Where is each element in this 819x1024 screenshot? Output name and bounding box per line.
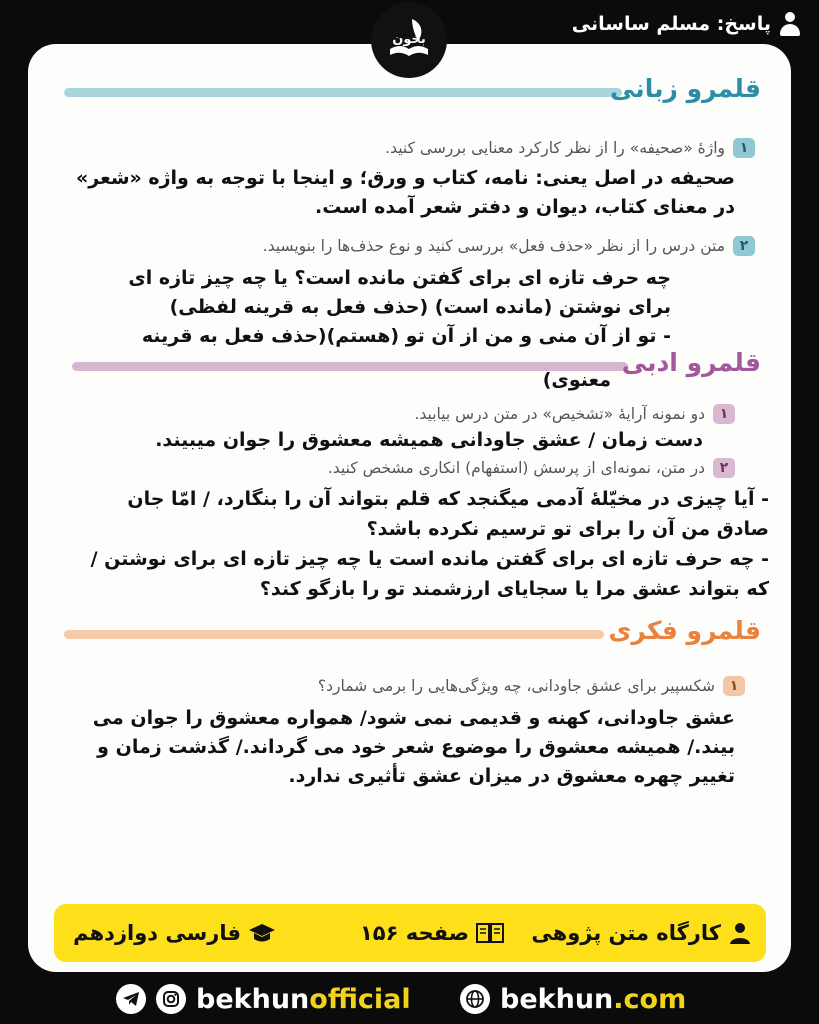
answer-line: معنوی) [542, 369, 611, 391]
section-title-literary: قلمرو ادبی [621, 348, 761, 377]
answer-language-1 [76, 164, 735, 222]
question-literary-2 [328, 458, 735, 478]
answer-line: - آیا چیزی در مخیّلهٔ آدمی میگنجد که قلم بتواند آن را بنگارد، / امّا جان [127, 488, 769, 510]
answer-line: عشق جاودانی، کهنه و قدیمی نمی شود/ همواره معشوق را جوان می [92, 707, 735, 729]
answer-line: صحیفه در اصل یعنی: نامه، کتاب و ورق؛ و اینجا با توجه به واژه «شعر» [76, 167, 735, 189]
answer-line: صادق من آن را برای تو ترسیم نکرده باشد؟ [366, 518, 769, 540]
answer-language-2-continued [543, 366, 611, 395]
website-text: bekhun.com [500, 983, 687, 1015]
answer-line: که بتواند عشق مرا یا سجایای ارزشمند تو را بازگو کند؟ [259, 578, 769, 600]
svg-text:بخون: بخون [392, 32, 426, 47]
globe-icon[interactable] [460, 984, 490, 1014]
bekhun-logo [371, 2, 447, 78]
question-literary-1 [414, 404, 735, 424]
subject-label [73, 904, 276, 962]
answer-line: در معنای کتاب، دیوان و دفتر شعر آمده است. [315, 196, 735, 218]
open-book-icon [476, 922, 504, 944]
question-text: واژهٔ «صحیفه» را از نظر کارکرد معنایی بررسی کنید. [385, 139, 725, 157]
content-card [28, 44, 791, 972]
answer-literary-2 [91, 484, 769, 604]
question-number: ۱ [723, 676, 745, 696]
question-text: در متن، نمونه‌ای از پرسش (استفهام) انکاری مشخص کنید. [327, 459, 705, 477]
section-title-language: قلمرو زبانی [610, 74, 761, 103]
lesson-info-bar [54, 904, 766, 962]
answer-line: برای نوشتن (مانده است) (حذف فعل به قرینه لفظی) [169, 296, 671, 318]
instagram-icon[interactable] [156, 984, 186, 1014]
answer-language-2 [128, 264, 671, 351]
page-label [360, 904, 504, 962]
section-rule-language [64, 88, 622, 97]
answer-line: چه حرف تازه ای برای گفتن مانده است؟ یا چه چیز تازه ای [128, 267, 671, 289]
answer-line: تغییر چهره معشوق در میزان عشق تأثیری ندارد. [288, 765, 735, 787]
user-icon [779, 12, 801, 36]
question-language-2 [263, 236, 755, 256]
handle-text: bekhunofficial [196, 983, 411, 1015]
page-text: صفحه ۱۵۶ [359, 921, 469, 945]
answer-intellectual-1 [93, 704, 735, 791]
question-text: شکسپیر برای عشق جاودانی، چه ویژگی‌هایی را برمی شمارد؟ [317, 677, 715, 695]
answer-line: - تو از آن منی و من از آن تو (هستم)(حذف فعل به قرینه [141, 325, 671, 347]
subject-text: فارسی دوازدهم [73, 921, 241, 945]
teacher-icon [728, 921, 752, 945]
workshop-text: کارگاه متن پژوهی [531, 921, 721, 945]
question-intellectual-1 [318, 676, 745, 696]
question-number: ۱ [733, 138, 755, 158]
question-text: دو نمونه آرایهٔ «تشخیص» در متن درس بیابید. [414, 405, 705, 423]
website-link[interactable] [460, 980, 686, 1018]
graduation-cap-icon [248, 922, 276, 944]
answer-line: دست زمان / عشق جاودانی همیشه معشوق را جوان میبیند. [155, 429, 703, 451]
section-title-intellectual: قلمرو فکری [608, 616, 761, 645]
question-number: ۲ [713, 458, 735, 478]
book-feather-icon [382, 13, 436, 67]
workshop-label [531, 904, 752, 962]
question-language-1 [385, 138, 755, 158]
question-text: متن درس را از نظر «حذف فعل» بررسی کنید و نوع حذف‌ها را بنویسید. [262, 237, 725, 255]
answerer-text: پاسخ: مسلم ساسانی [571, 13, 771, 35]
answerer-label [572, 10, 801, 38]
question-number: ۲ [733, 236, 755, 256]
question-number: ۱ [713, 404, 735, 424]
social-handle[interactable] [116, 980, 411, 1018]
telegram-icon[interactable] [116, 984, 146, 1014]
answer-line: - چه حرف تازه ای برای گفتن مانده است یا چه چیز تازه ای برای نوشتن / [90, 548, 769, 570]
answer-line: بیند./ همیشه معشوق را موضوع شعر خود می گرداند./ گذشت زمان و [97, 736, 735, 758]
section-rule-intellectual [64, 630, 604, 639]
answer-literary-1 [155, 426, 703, 455]
